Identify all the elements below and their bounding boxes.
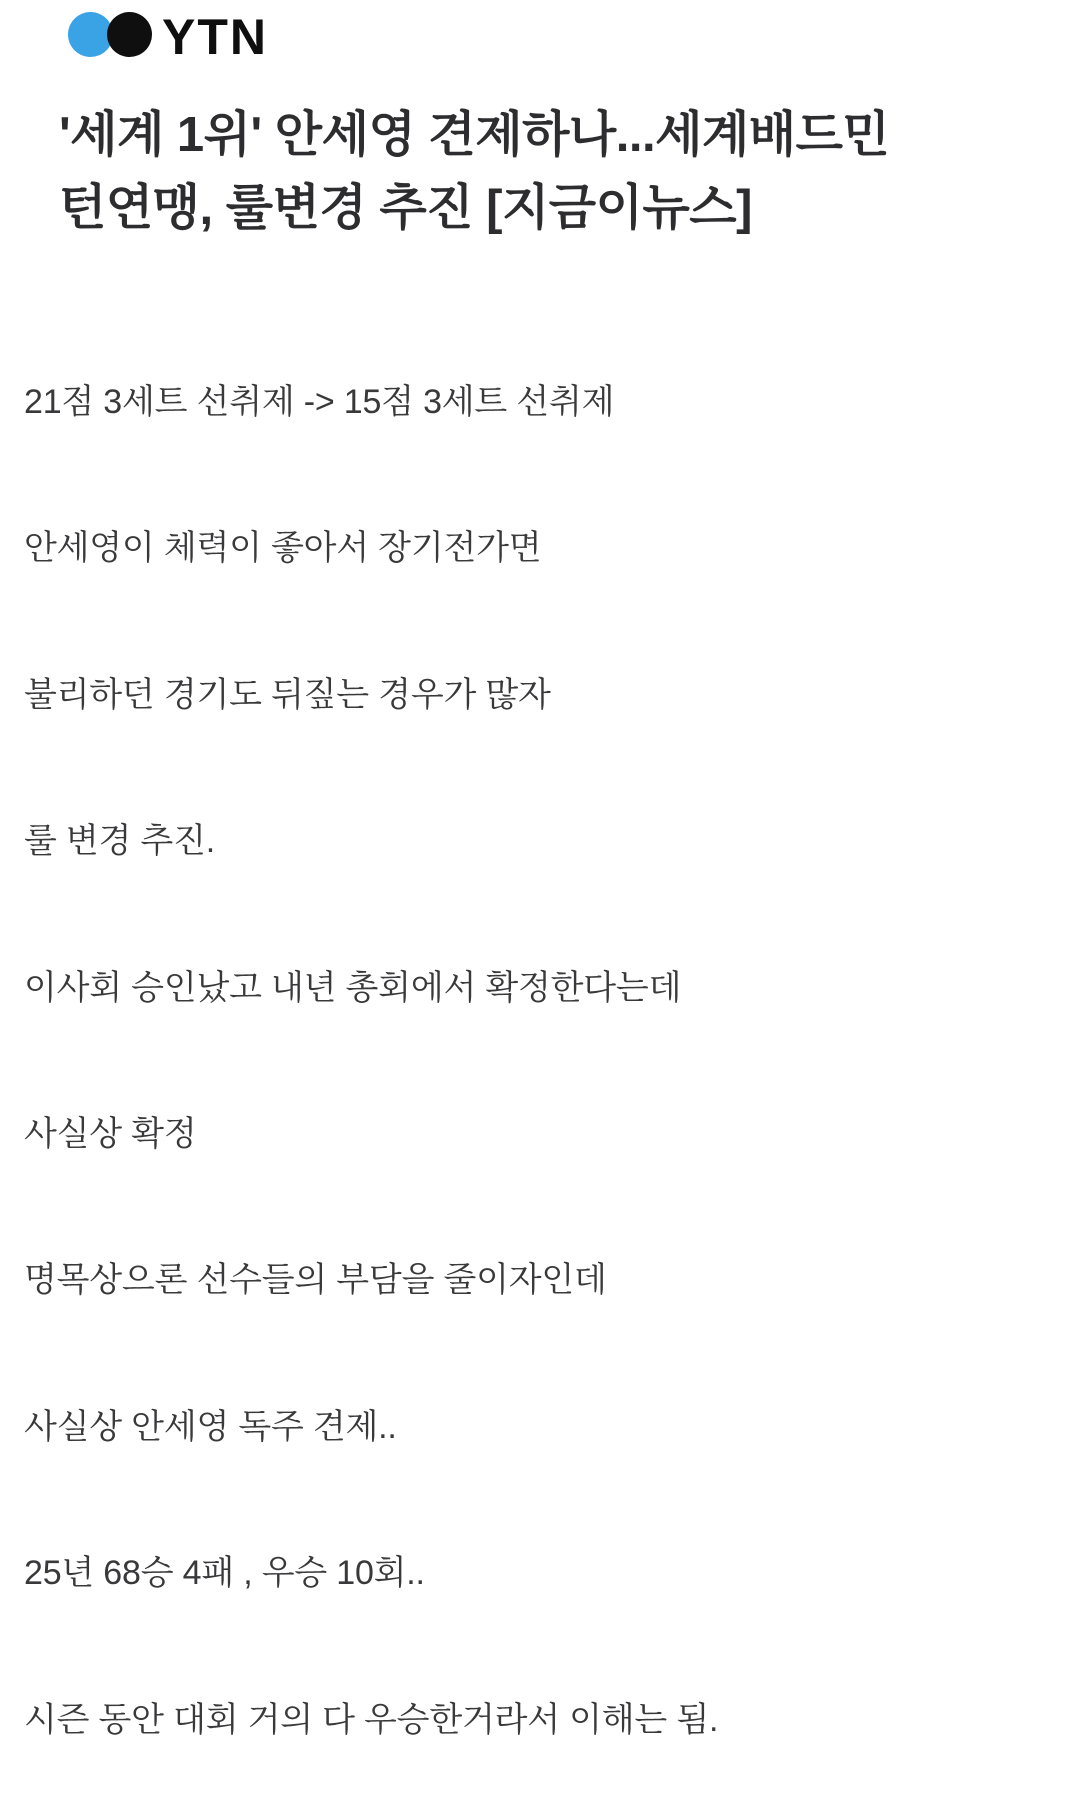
post-paragraph: 룰 변경 추진.: [24, 822, 215, 861]
article-title: [59, 99, 1039, 245]
post-paragraph: 21점 3세트 선취제 -> 15점 3세트 선취제: [24, 383, 615, 421]
post-paragraph: 사실상 안세영 독주 견제..: [24, 1407, 397, 1446]
post-paragraph: 이사회 승인났고 내년 총회에서 확정한다는데: [24, 968, 682, 1007]
post-paragraph: 안세영이 체력이 좋아서 장기전가면: [24, 529, 542, 568]
ytn-logo-text: YTN: [162, 9, 268, 65]
post-body: [24, 329, 718, 1793]
post-paragraph: 불리하던 경기도 뒤짚는 경우가 많자: [24, 675, 551, 714]
post-paragraph: 시즌 동안 대회 거의 다 우승한거라서 이해는 됨.: [24, 1700, 719, 1739]
ytn-logo-black-circle-icon: [107, 12, 152, 57]
post-paragraph: 25년 68승 4패 , 우승 10회..: [24, 1554, 425, 1593]
post-paragraph: 사실상 확정: [24, 1115, 197, 1154]
article-title-line-2: 턴연맹, 룰변경 추진 [지금이뉴스]: [59, 181, 752, 235]
post-paragraph: 명목상으론 선수들의 부담을 줄이자인데: [24, 1261, 607, 1300]
article-title-line-1: '세계 1위' 안세영 견제하나...세계배드민: [59, 108, 890, 162]
